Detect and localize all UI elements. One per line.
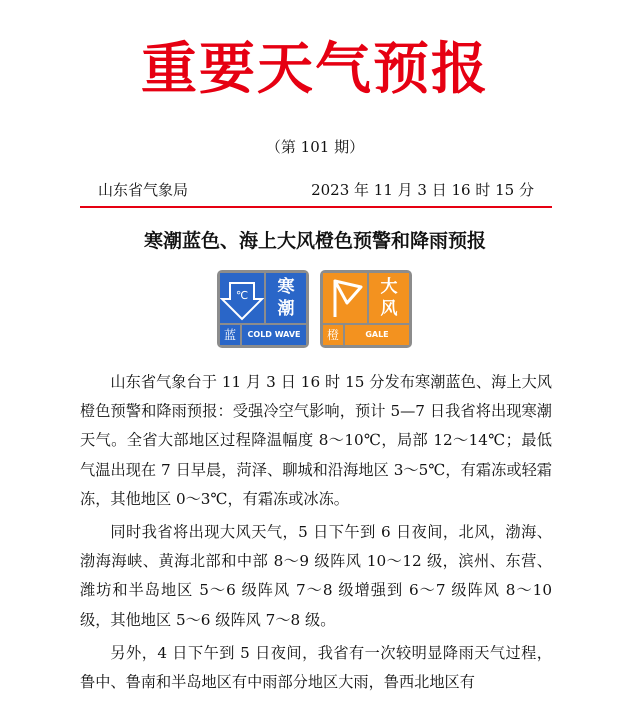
- issue-number: （第 101 期）: [265, 138, 365, 156]
- signal-level: 橙: [323, 325, 343, 345]
- gale-signal: [320, 270, 412, 348]
- signal-name-line2: 风: [380, 299, 398, 319]
- wind-flag-icon: [323, 273, 367, 323]
- body-paragraph: 山东省气象台于 11 月 3 日 16 时 15 分发布寒潮蓝色、海上大风橙色预警和降雨预报：受强冷空气影响，预计 5—7 日我省将出现寒潮天气。全省大部地区过程降温幅度 8～10℃，局部 12～14℃；最低气温出现在 7 日早晨，菏泽、聊城和沿海地区 3～5℃，有霜冻或轻霜冻，其他地区 0～3℃，有霜冻或冰冻。: [80, 373, 552, 508]
- issuing-agency: 山东省气象局: [98, 181, 189, 199]
- header-divider: [80, 206, 552, 208]
- signal-name-line1: 大: [380, 277, 398, 297]
- forecast-body: [80, 368, 552, 701]
- body-paragraph: 同时我省将出现大风天气，5 日下午到 6 日夜间，北风，渤海、渤海海峡、黄海北部和中部 8～9 级阵风 10～12 级，滨州、东营、潍坊和半岛地区 5～6 级阵风 7～8 级增强到 6～7 级阵风 8～10 级，其他地区 5～6 级阵风 7～8 级。: [80, 523, 552, 629]
- signal-name-line2: 潮: [277, 299, 295, 319]
- issue-datetime: 2023 年 11 月 3 日 16 时 15 分: [311, 181, 534, 199]
- degree-symbol: ℃: [235, 289, 249, 302]
- signal-name: [369, 273, 409, 323]
- cold-wave-signal: [217, 270, 309, 348]
- body-paragraph: 另外，4 日下午到 5 日夜间，我省有一次较明显降雨天气过程，鲁中、鲁南和半岛地区有中雨部分地区大雨，鲁西北地区有: [80, 643, 552, 692]
- signal-name: [266, 273, 306, 323]
- masthead-title: 重要天气预报: [141, 36, 489, 102]
- signal-level: 蓝: [220, 325, 240, 345]
- thermometer-down-icon: [220, 273, 264, 323]
- signal-name-line1: 寒: [277, 277, 295, 297]
- document-headline: 寒潮蓝色、海上大风橙色预警和降雨预报: [143, 230, 486, 252]
- signal-english: GALE: [345, 325, 409, 345]
- signal-english: COLD WAVE: [242, 325, 306, 345]
